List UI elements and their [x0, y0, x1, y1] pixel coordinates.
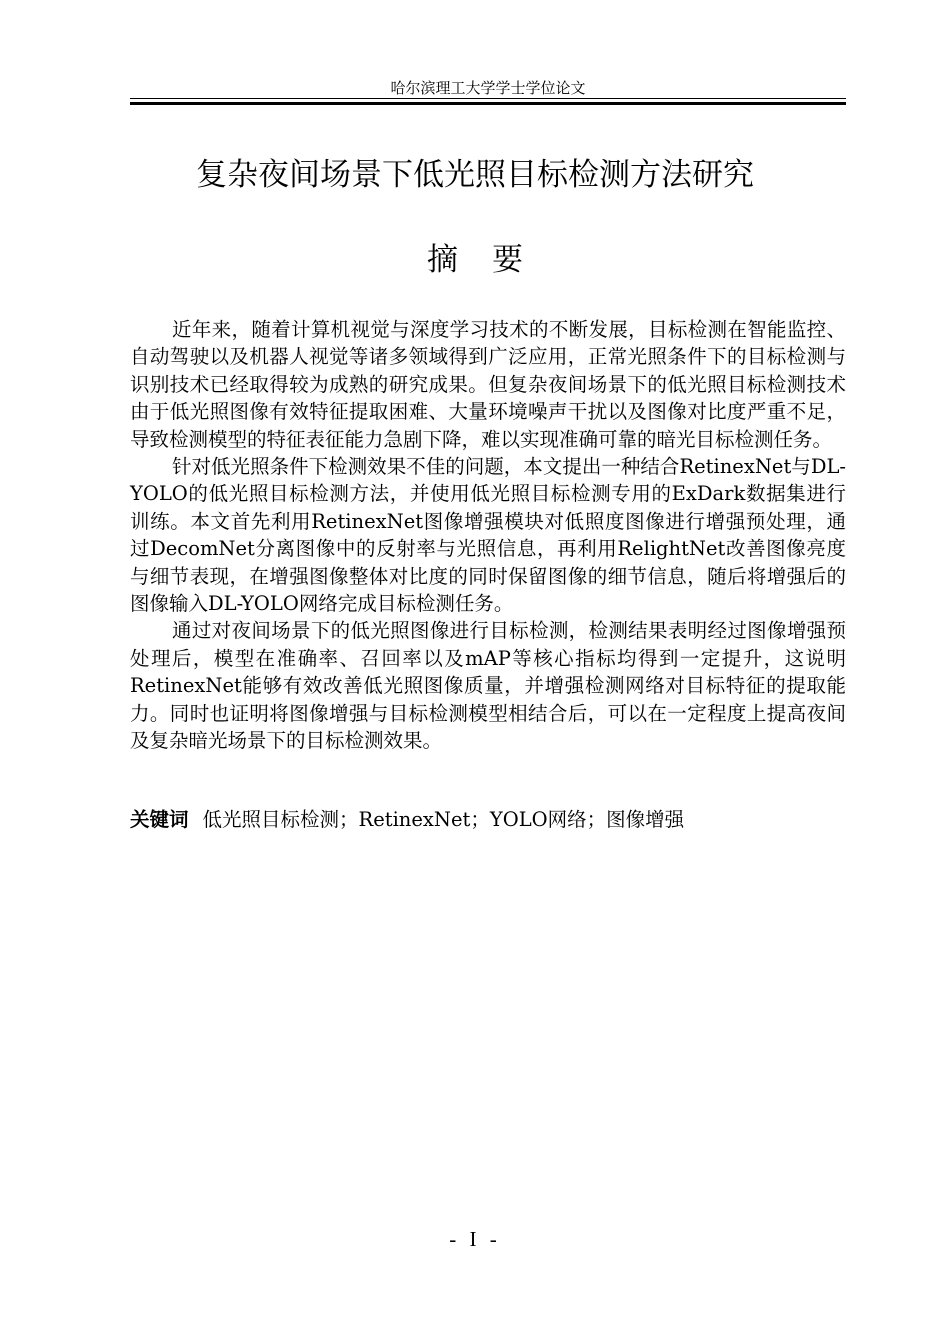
header-rule: [130, 98, 846, 105]
abstract-paragraph: 近年来，随着计算机视觉与深度学习技术的不断发展，目标检测在智能监控、自动驾驶以及机器人视觉等诸多领域得到广泛应用，正常光照条件下的目标检测与识别技术已经取得较为成熟的研究成果。但复杂夜间场景下的低光照目标检测技术由于低光照图像有效特征提取困难、大量环境噪声干扰以及图像对比度严重不足，导致检测模型的特征表征能力急剧下降，难以实现准确可靠的暗光目标检测任务。: [130, 318, 846, 451]
keywords-line: [130, 806, 846, 834]
thesis-title: 复杂夜间场景下低光照目标检测方法研究: [196, 157, 754, 193]
abstract-paragraph: 针对低光照条件下检测效果不佳的问题，本文提出一种结合RetinexNet与DL-YOLO的低光照目标检测方法，并使用低光照目标检测专用的ExDark数据集进行训练。本文首先利用RetinexNet图像增强模块对低照度图像进行增强预处理，通过DecomNet分离图像中的反射率与光照信息，再利用RelightNet改善图像亮度与细节表现，在增强图像整体对比度的同时保留图像的细节信息，随后将增强后的图像输入DL-YOLO网络完成目标检测任务。: [130, 455, 846, 616]
abstract-body: [130, 316, 846, 755]
keywords-label: 关键词: [130, 808, 189, 831]
running-header: 哈尔滨理工大学学士学位论文: [390, 79, 586, 97]
abstract-heading: 摘要: [427, 242, 557, 278]
page-number: - I -: [449, 1227, 501, 1251]
keywords-text: 低光照目标检测；RetinexNet；YOLO网络；图像增强: [202, 808, 685, 831]
abstract-paragraph: 通过对夜间场景下的低光照图像进行目标检测，检测结果表明经过图像增强预处理后，模型在准确率、召回率以及mAP等核心指标均得到一定提升，这说明RetinexNet能够有效改善低光照图像质量，并增强检测网络对目标特征的提取能力。同时也证明将图像增强与目标检测模型相结合后，可以在一定程度上提高夜间及复杂暗光场景下的目标检测效果。: [130, 619, 846, 753]
